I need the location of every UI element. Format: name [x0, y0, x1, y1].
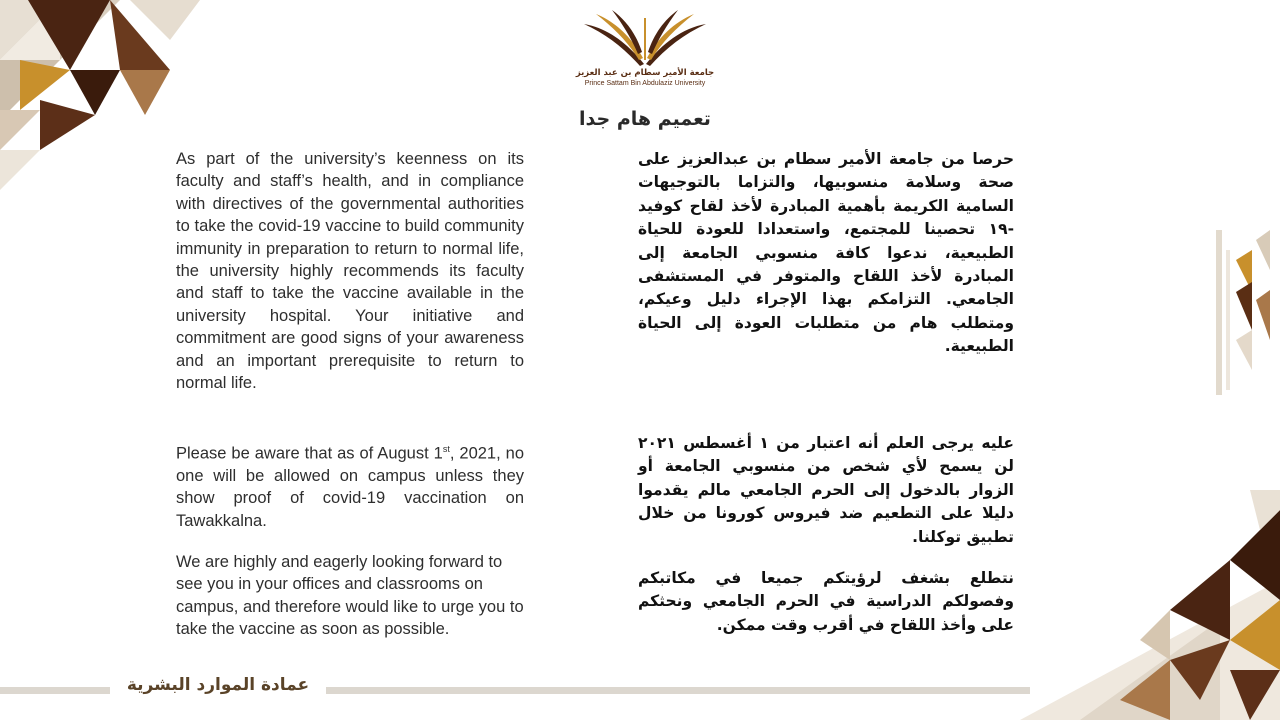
arabic-paragraph-3 — [638, 567, 1014, 637]
ordinal-suffix: st — [442, 444, 450, 454]
corner-decoration-bottom-right — [1020, 490, 1280, 720]
side-decoration-right — [1210, 230, 1280, 400]
book-emblem-icon — [580, 8, 710, 66]
english-paragraph-3-text: We are highly and eagerly looking forward to see you in your offices and classrooms on campus, and therefore would like to urge you to take the vaccine as soon as possible. — [176, 553, 524, 639]
arabic-paragraph-1 — [638, 148, 1014, 359]
english-paragraph-2 — [176, 438, 524, 532]
arabic-paragraph-1-text: حرصا من جامعة الأمير سطام بن عبدالعزيز على صحة وسلامة منسوبيها، والتزاما بالتوجيهات السامية الكريمة بأهمية المبادرة لأخذ لقاح كوفيد -١٩ تحصينا للمجتمع، واستعدادا للعودة للحياة الطبيعية، ندعوا كافة منسوبي الجامعة إلى المبادرة لأخذ اللقاح والمتوفر في المستشفى الجامعي. التزامكم بهذا الإجراء دليل وعيكم، ومتطلب هام من متطلبات العودة إلى الحياة الطبيعية. — [638, 150, 1014, 356]
arabic-paragraph-2-text: عليه يرجى العلم أنه اعتبار من ١ أغسطس ٢٠٢١ لن يسمح لأي شخص من منسوبي الجامعة أو الزوار بالدخول إلى الحرم الجامعي مالم يقدموا دليلا على التطعيم ضد فيروس كورونا من خلال تطبيق توكلنا. — [638, 434, 1014, 546]
logo-english-name: Prince Sattam Bin Abdulaziz University — [584, 80, 706, 87]
english-paragraph-1-text: As part of the university’s keenness on its faculty and staff’s health, and in compliance with directives of the governmental authorities to take the covid-19 vaccine to build community immunity in preparation to return to normal life, the university highly recommends its faculty and staff to take the vaccine available in the university hospital. Your initiative and commitment are good signs of your awareness and an important prerequisite to return to normal life. — [176, 150, 524, 393]
arabic-paragraph-3-text: نتطلع بشغف لرؤيتكم جميعا في مكاتبكم وفصولكم الدراسية في الحرم الجامعي ونحثكم على وأخذ اللقاح في أقرب وقت ممكن. — [638, 569, 1014, 634]
footer-department-label: عمادة الموارد البشرية — [126, 675, 310, 695]
english-paragraph-2-start: Please be aware that as of August 1 — [176, 444, 443, 463]
english-paragraph-2-end: , 2021, no one will be allowed on campus unless they show proof of covid-19 vaccination on Tawakkalna. — [176, 444, 524, 530]
english-paragraph-3 — [176, 551, 524, 641]
logo-arabic-name: جامعة الأمير سطام بن عبد العزيز — [575, 68, 715, 78]
memo-title: تعميم هام جدا — [579, 108, 711, 130]
university-logo — [560, 8, 730, 113]
arabic-paragraph-2 — [638, 432, 1014, 549]
footer-divider-right — [326, 687, 1030, 694]
footer-divider-left — [0, 687, 110, 694]
english-paragraph-1 — [176, 148, 524, 394]
